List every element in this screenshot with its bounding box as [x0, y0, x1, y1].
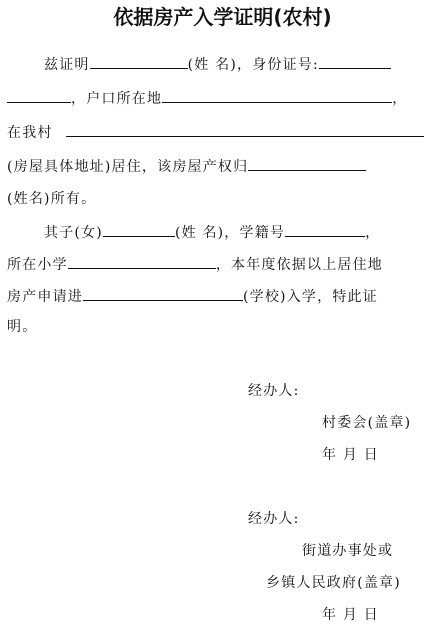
body-line-7 [7, 254, 383, 274]
village-committee-seal: 村委会(盖章) [322, 415, 412, 431]
primary-school-label: 所在小学 [7, 257, 68, 273]
body-line-4 [7, 156, 366, 176]
body-line-2 [7, 88, 407, 108]
township-government-seal: 乡镇人民政府(盖章) [266, 575, 401, 591]
residence-text: ，本年度依据以上居住地 [215, 257, 384, 273]
child-name-label: (姓 名)，学籍号 [174, 225, 286, 241]
handler-label-2: 经办人: [248, 511, 300, 527]
handler-label-1: 经办人: [248, 383, 300, 399]
name-blank[interactable] [90, 54, 188, 69]
household-address-label: ，户口所在地 [71, 91, 163, 107]
date-line-1: 年 月 日 [322, 447, 379, 463]
body-line-5 [7, 190, 96, 208]
id-number-blank[interactable] [319, 54, 391, 69]
household-address-blank[interactable] [162, 88, 392, 103]
primary-school-blank[interactable] [68, 254, 216, 269]
body-line-1 [44, 54, 391, 74]
village-text: 在我村 [7, 125, 53, 141]
student-number-blank[interactable] [285, 222, 365, 237]
date-line-2: 年 月 日 [322, 607, 379, 623]
body-line-9 [7, 318, 37, 336]
closing-text: 明。 [7, 319, 38, 335]
school-enroll-text: (学校)入学，特此证 [243, 289, 378, 305]
id-number-blank-cont[interactable] [7, 88, 71, 103]
name-label: (姓 名)，身份证号: [187, 57, 319, 73]
intro-text: 兹证明 [44, 57, 90, 73]
body-line-6 [44, 222, 380, 242]
child-name-blank[interactable] [103, 222, 175, 237]
house-address-text: (房屋具体地址)居住，该房屋产权归 [7, 159, 249, 175]
child-text: 其子(女) [44, 225, 103, 241]
line6-end: ， [365, 225, 381, 241]
body-line-8 [7, 286, 378, 306]
village-address-blank[interactable] [66, 122, 424, 137]
owner-name-text: (姓名)所有。 [7, 191, 97, 207]
owner-blank[interactable] [248, 156, 366, 171]
apply-label: 房产申请进 [7, 289, 83, 305]
body-line-3 [7, 122, 424, 142]
street-office-text: 街道办事处或 [302, 543, 394, 559]
document-title: 依据房产入学证明(农村) [113, 5, 332, 29]
line2-end: ， [392, 91, 408, 107]
school-blank[interactable] [83, 286, 243, 301]
